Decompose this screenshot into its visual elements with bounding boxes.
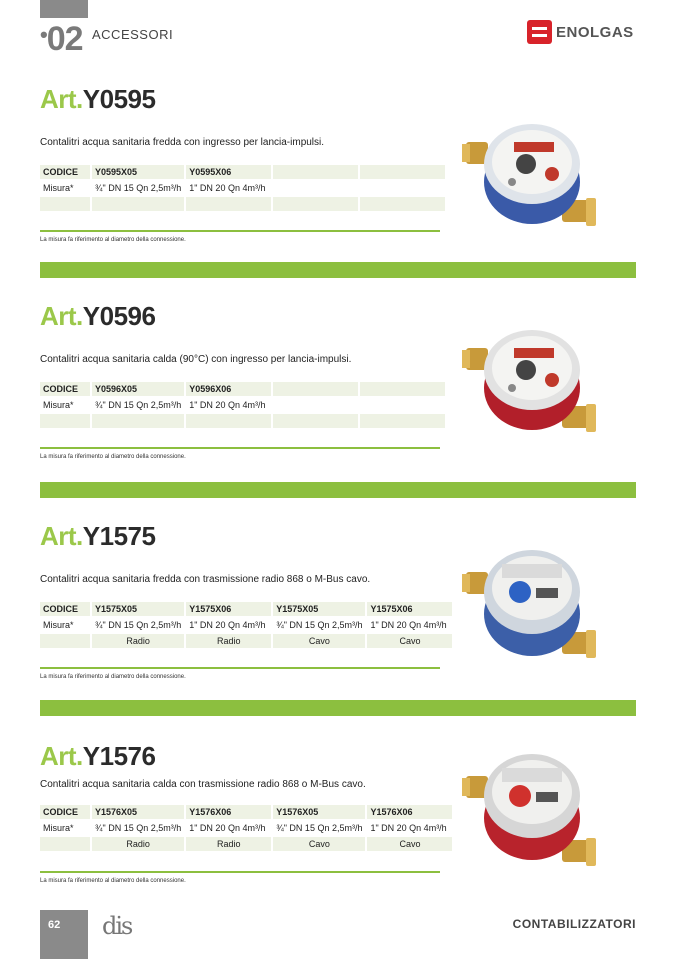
article-description: Contalitri acqua sanitaria fredda con ingresso per lancia-impulsi. bbox=[40, 137, 325, 148]
table-cell: Misura* bbox=[40, 618, 90, 632]
table-header-cell: Y0596X06 bbox=[186, 382, 271, 396]
table-cell bbox=[40, 837, 90, 851]
table-cell: 1" DN 20 Qn 4m³/h bbox=[186, 821, 271, 835]
spec-table bbox=[38, 380, 447, 430]
table-header-cell: Y1576X05 bbox=[92, 805, 184, 819]
table-cell: Cavo bbox=[367, 837, 452, 851]
table-cell bbox=[360, 414, 445, 428]
table-header-cell: Y1575X05 bbox=[273, 602, 365, 616]
article-description: Contalitri acqua sanitaria calda (90°C) con ingresso per lancia-impulsi. bbox=[40, 354, 352, 365]
table-header-cell: CODICE bbox=[40, 165, 90, 179]
table-header-cell: Y0595X06 bbox=[186, 165, 271, 179]
table-cell bbox=[273, 414, 358, 428]
table-cell bbox=[92, 414, 184, 428]
footer-category: CONTABILIZZATORI bbox=[512, 917, 636, 931]
table-cell: Radio bbox=[92, 837, 184, 851]
article-description: Contalitri acqua sanitaria calda con trasmissione radio 868 o M-Bus cavo. bbox=[40, 779, 366, 790]
table-cell: Cavo bbox=[273, 837, 365, 851]
divider-line bbox=[40, 447, 440, 449]
table-header-cell bbox=[360, 165, 445, 179]
table-header-cell: Y0595X05 bbox=[92, 165, 184, 179]
page-number: 62 bbox=[40, 910, 88, 959]
article-title: Art.Y1575 bbox=[40, 521, 156, 551]
divider-line bbox=[40, 667, 440, 669]
table-cell bbox=[273, 398, 358, 412]
table-cell bbox=[40, 414, 90, 428]
table-cell bbox=[40, 197, 90, 211]
section-separator-bar bbox=[40, 262, 636, 278]
footnote: La misura fa riferimento al diametro della connessione. bbox=[40, 674, 186, 680]
table-cell: Radio bbox=[186, 837, 271, 851]
section-label: ACCESSORI bbox=[92, 27, 174, 42]
table-cell: 1" DN 20 Qn 4m³/h bbox=[186, 181, 271, 195]
table-cell: Cavo bbox=[273, 634, 365, 648]
table-header-cell: CODICE bbox=[40, 805, 90, 819]
table-cell: Misura* bbox=[40, 398, 90, 412]
table-header-cell: Y1576X06 bbox=[186, 805, 271, 819]
blue-water-meter-image bbox=[462, 112, 612, 242]
table-cell: Misura* bbox=[40, 181, 90, 195]
table-cell: ¾" DN 15 Qn 2,5m³/h bbox=[273, 618, 365, 632]
table-header-cell bbox=[273, 165, 358, 179]
article-description: Contalitri acqua sanitaria fredda con trasmissione radio 868 o M-Bus cavo. bbox=[40, 574, 371, 585]
section-number: •02 bbox=[40, 20, 83, 58]
table-cell bbox=[186, 414, 271, 428]
table-header-cell: CODICE bbox=[40, 382, 90, 396]
table-cell bbox=[92, 197, 184, 211]
table-header-cell: Y1576X05 bbox=[273, 805, 365, 819]
footnote: La misura fa riferimento al diametro della connessione. bbox=[40, 878, 186, 884]
article-y0595 bbox=[40, 84, 640, 243]
brand-name: ENOLGAS bbox=[556, 23, 634, 41]
footnote: La misura fa riferimento al diametro della connessione. bbox=[40, 454, 186, 460]
spec-table bbox=[38, 600, 454, 650]
blue-radio-water-meter-image bbox=[462, 542, 612, 672]
table-cell bbox=[360, 398, 445, 412]
table-cell: ¾" DN 15 Qn 2,5m³/h bbox=[273, 821, 365, 835]
red-water-meter-image bbox=[462, 322, 612, 452]
spec-table bbox=[38, 163, 447, 213]
table-header-cell: Y1576X06 bbox=[367, 805, 452, 819]
table-cell bbox=[273, 181, 358, 195]
divider-line bbox=[40, 230, 440, 232]
table-header-cell: Y1575X06 bbox=[186, 602, 271, 616]
table-header-cell: Y1575X06 bbox=[367, 602, 452, 616]
table-cell: Radio bbox=[186, 634, 271, 648]
brand bbox=[527, 20, 634, 44]
table-header-cell: CODICE bbox=[40, 602, 90, 616]
table-cell bbox=[360, 197, 445, 211]
table-header-cell bbox=[273, 382, 358, 396]
divider-line bbox=[40, 871, 440, 873]
table-cell: ¾" DN 15 Qn 2,5m³/h bbox=[92, 618, 184, 632]
table-cell: ¾" DN 15 Qn 2,5m³/h bbox=[92, 181, 184, 195]
article-title: Art.Y0595 bbox=[40, 84, 156, 114]
table-cell bbox=[40, 634, 90, 648]
table-header-cell: Y1575X05 bbox=[92, 602, 184, 616]
table-cell: ¾" DN 15 Qn 2,5m³/h bbox=[92, 821, 184, 835]
article-title: Art.Y0596 bbox=[40, 301, 156, 331]
enolgas-logo-icon bbox=[527, 20, 552, 44]
header-tab bbox=[40, 0, 88, 18]
table-cell: Cavo bbox=[367, 634, 452, 648]
table-cell: 1" DN 20 Qn 4m³/h bbox=[186, 618, 271, 632]
footnote: La misura fa riferimento al diametro della connessione. bbox=[40, 237, 186, 243]
table-cell: Radio bbox=[92, 634, 184, 648]
section-separator-bar bbox=[40, 482, 636, 498]
spec-table bbox=[38, 803, 454, 853]
red-radio-water-meter-image bbox=[462, 746, 612, 876]
table-cell bbox=[360, 181, 445, 195]
table-cell bbox=[273, 197, 358, 211]
table-cell: 1" DN 20 Qn 4m³/h bbox=[367, 618, 452, 632]
table-cell: 1" DN 20 Qn 4m³/h bbox=[186, 398, 271, 412]
table-cell: ¾" DN 15 Qn 2,5m³/h bbox=[92, 398, 184, 412]
table-cell bbox=[186, 197, 271, 211]
table-header-cell bbox=[360, 382, 445, 396]
section-separator-bar bbox=[40, 700, 636, 716]
article-title: Art.Y1576 bbox=[40, 741, 156, 771]
table-cell: 1" DN 20 Qn 4m³/h bbox=[367, 821, 452, 835]
table-header-cell: Y0596X05 bbox=[92, 382, 184, 396]
table-cell: Misura* bbox=[40, 821, 90, 835]
dis-logo: dis bbox=[102, 912, 132, 940]
